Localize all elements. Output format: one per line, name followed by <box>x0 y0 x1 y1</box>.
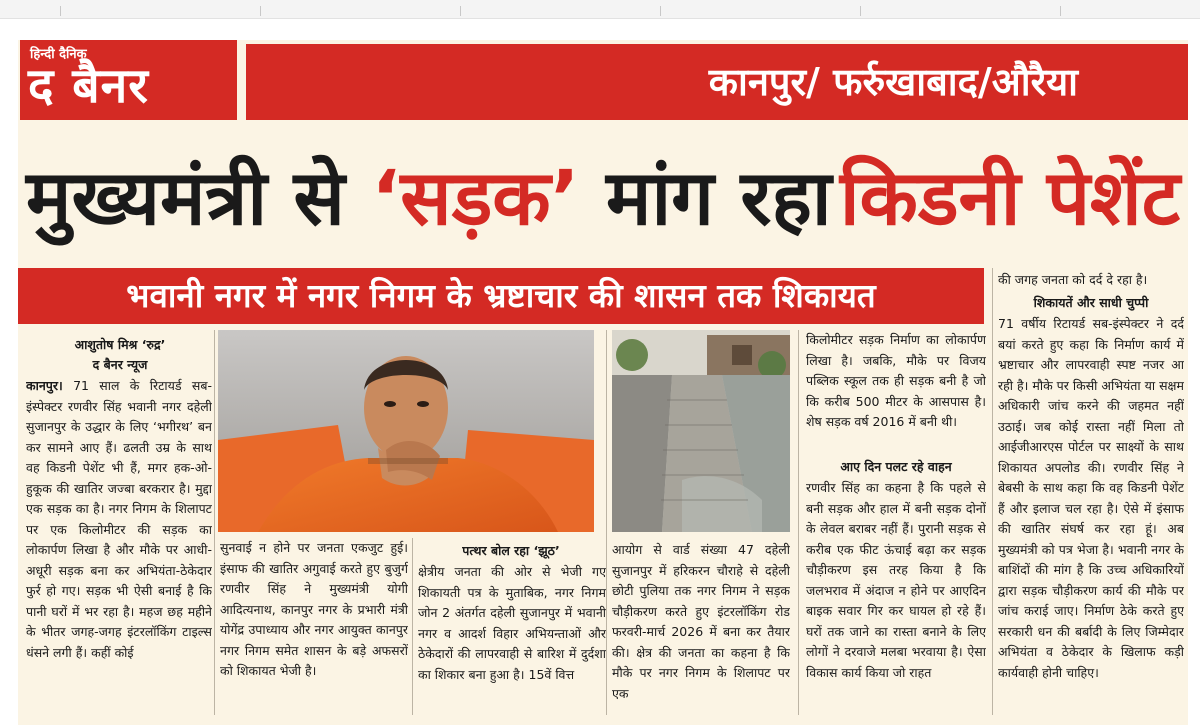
column-divider <box>798 330 799 715</box>
column-3-text: क्षेत्रीय जनता की ओर से भेजी गए शिकायती पत्र के मुताबिक, नगर निगम जोन 2 अंतर्गत दहेली सुजानपुर में भवानी नगर व आदर्श विहार अभियन्ताओं और ठेकेदारों की लापरवाही से बारिश में दुर्दशा का शिकार बना हुआ है। 15वें वित्त <box>418 564 606 682</box>
masthead-tagline: हिन्दी दैनिक <box>30 47 87 62</box>
column-6-heading: शिकायतें और साधी चुप्पी <box>1033 295 1149 310</box>
masthead-name: द बैनर <box>28 58 149 114</box>
byline-agency: द बैनर न्यूज <box>92 357 148 372</box>
column-divider <box>606 330 607 715</box>
column-5-heading: आए दिन पलट रहे वाहन <box>840 459 952 474</box>
main-headline <box>18 128 1188 268</box>
masthead-logo <box>20 40 237 120</box>
headline-part2: ‘सड़क’ <box>371 153 580 242</box>
road-photo <box>612 330 790 532</box>
edition-banner <box>246 44 1188 120</box>
headline-part1: मुख्यमंत्री से <box>26 153 345 242</box>
column-3-heading: पत्थर बोल रहा ‘झूठ’ <box>462 543 560 558</box>
column-4-text: आयोग से वार्ड संख्या 47 दहेली सुजानपुर में हरिकरन चौराहे से दहेली छोटी पुलिया तक नगर निगम ने सड़क चौड़ीकरण करते हुए इंटरलॉकिंग रोड फरवरी-मार्च 2026 में बना कर तैयार की। क्षेत्र की जनता का कहना है कि मौके पर नगर निगम के शिलापट पर एक <box>612 542 790 701</box>
column-3 <box>418 562 606 716</box>
headline-lead <box>26 128 832 268</box>
column-2 <box>220 538 408 716</box>
column-6-bottom <box>998 314 1184 716</box>
column-4 <box>612 540 790 716</box>
column-6-text-bottom: 71 वर्षीय रिटायर्ड सब-इंस्पेक्टर ने दर्द बयां करते हुए कहा कि निर्माण कार्य में भ्रष्टाचार और लापरवाही स्पष्ट नजर आ रही है। मौके पर किसी अभियंता या सक्षम अधिकारी जांच करने की जहमत नहीं उठाई। जब कोई रास्ता नहीं मिला तो आईजीआरएस पोर्टल पर साक्ष्यों के साथ शिकायत अपलोड की। रणवीर सिंह ने बेबसी के साथ कहा कि वह किडनी पेशेंट हैं और इलाज चल रहा है। ऐसे में इंसाफ की खातिर संघर्ष कर रहा हूं। अब मुख्यमंत्री को पत्र भेजा है। भवानी नगर के बाशिंदों की मांग है कि उच्च अधिकारियों द्वारा सड़क चौड़ीकरण कार्य की मौके पर जांच कराई जाए। निर्माण ठेके करते हुए सरकारी धन की बर्बादी के लिए जिम्मेदार अभियंता व ठेकेदार के खिलाफ कड़ी कार्यवाही होनी चाहिए। <box>998 316 1184 680</box>
ruler-tick <box>860 6 861 16</box>
column-6-top <box>998 270 1184 292</box>
column-5-top <box>806 330 986 456</box>
dateline: कानपुर। <box>26 378 63 393</box>
column-divider <box>412 538 413 715</box>
chief-minister-photo <box>218 330 594 532</box>
column-divider <box>214 330 215 715</box>
ruler-tick <box>260 6 261 16</box>
column-1-text: 71 साल के रिटायर्ड सब-इंस्पेक्टर रणवीर सिंह भवानी नगर दहेली सुजानपुर के उद्धार के लिए ‘भगीरथ’ बन कर सामने आए हैं। ढलती उम्र के साथ वह किडनी पेशेंट भी हैं, मगर हक-ओ-हुकूक की खातिर जज्बा बरकरार है। मुद्दा एक सड़क का है। नगर निगम के शिलापट पर एक किलोमीटर की सड़क का लोकार्पण लिखा है और मौके पर आधी-अधूरी सड़क बना कर अभियंता-ठेकेदार फुर्र हो गए। सड़क भी ऐसी बनाई है कि पानी घरों में भर रहा है। महज छह महीने के भीतर जगह-जगह इंटरलॉकिंग टाइल्स धंसने लगी हैं। कहीं कोई <box>26 378 212 660</box>
top-strip <box>0 0 1200 19</box>
column-1 <box>26 376 212 716</box>
byline-author: आशुतोष मिश्र ‘रुद्र’ <box>74 337 166 352</box>
column-5-bottom <box>806 478 986 716</box>
sub-headline: भवानी नगर में नगर निगम के भ्रष्टाचार की शासन तक शिकायत <box>18 268 984 324</box>
ruler-tick <box>60 6 61 16</box>
column-divider <box>992 268 993 715</box>
headline-part3: मांग रहा <box>606 153 832 242</box>
ruler-tick <box>660 6 661 16</box>
headline-part4: किडनी पेशेंट <box>839 153 1180 242</box>
column-6-text-top: की जगह जनता को दर्द दे रहा है। <box>998 272 1148 287</box>
column-2-text: सुनवाई न होने पर जनता एकजुट हुई। इंसाफ की खातिर अगुवाई करते हुए बुजुर्ग रणवीर सिंह ने मुख्यमंत्री योगी आदित्यनाथ, कानपुर नगर के प्रभारी मंत्री योगेंद्र उपाध्याय और नगर आयुक्त कानपुर नगर निगम समेत शासन के बड़े अफसरों को शिकायत भेजी है। <box>220 540 408 678</box>
ruler-tick <box>460 6 461 16</box>
column-5-text-top: किलोमीटर सड़क निर्माण का लोकार्पण लिखा है। जबकि, मौके पर विजय पब्लिक स्कूल तक ही सड़क बनी है जो कि करीब 500 मीटर के आसपास है। शेष सड़क वर्ष 2016 में बनी थी। <box>806 332 986 429</box>
ruler-tick <box>1060 6 1061 16</box>
column-5-text-bottom: रणवीर सिंह का कहना है कि पहले से बनी सड़क और हाल में बनी सड़क दोनों के लेवल बराबर नहीं हैं। पुरानी सड़क से करीब एक फीट ऊंचाई बढ़ा कर सड़क चौड़ीकरण इस तरह किया है कि जलभराव में अंदाज न होने पर आएदिन बाइक सवार गिर कर घायल हो रहे हैं। घरों तक जाने का रास्ता बनाने के लिए लोगों ने दरवाजे मलबा भरवाया है। ऐसा विकास कार्य किया जो राहत <box>806 480 986 680</box>
edition-cities: कानपुर/ फर्रुखाबाद/औरैया <box>708 60 1078 104</box>
